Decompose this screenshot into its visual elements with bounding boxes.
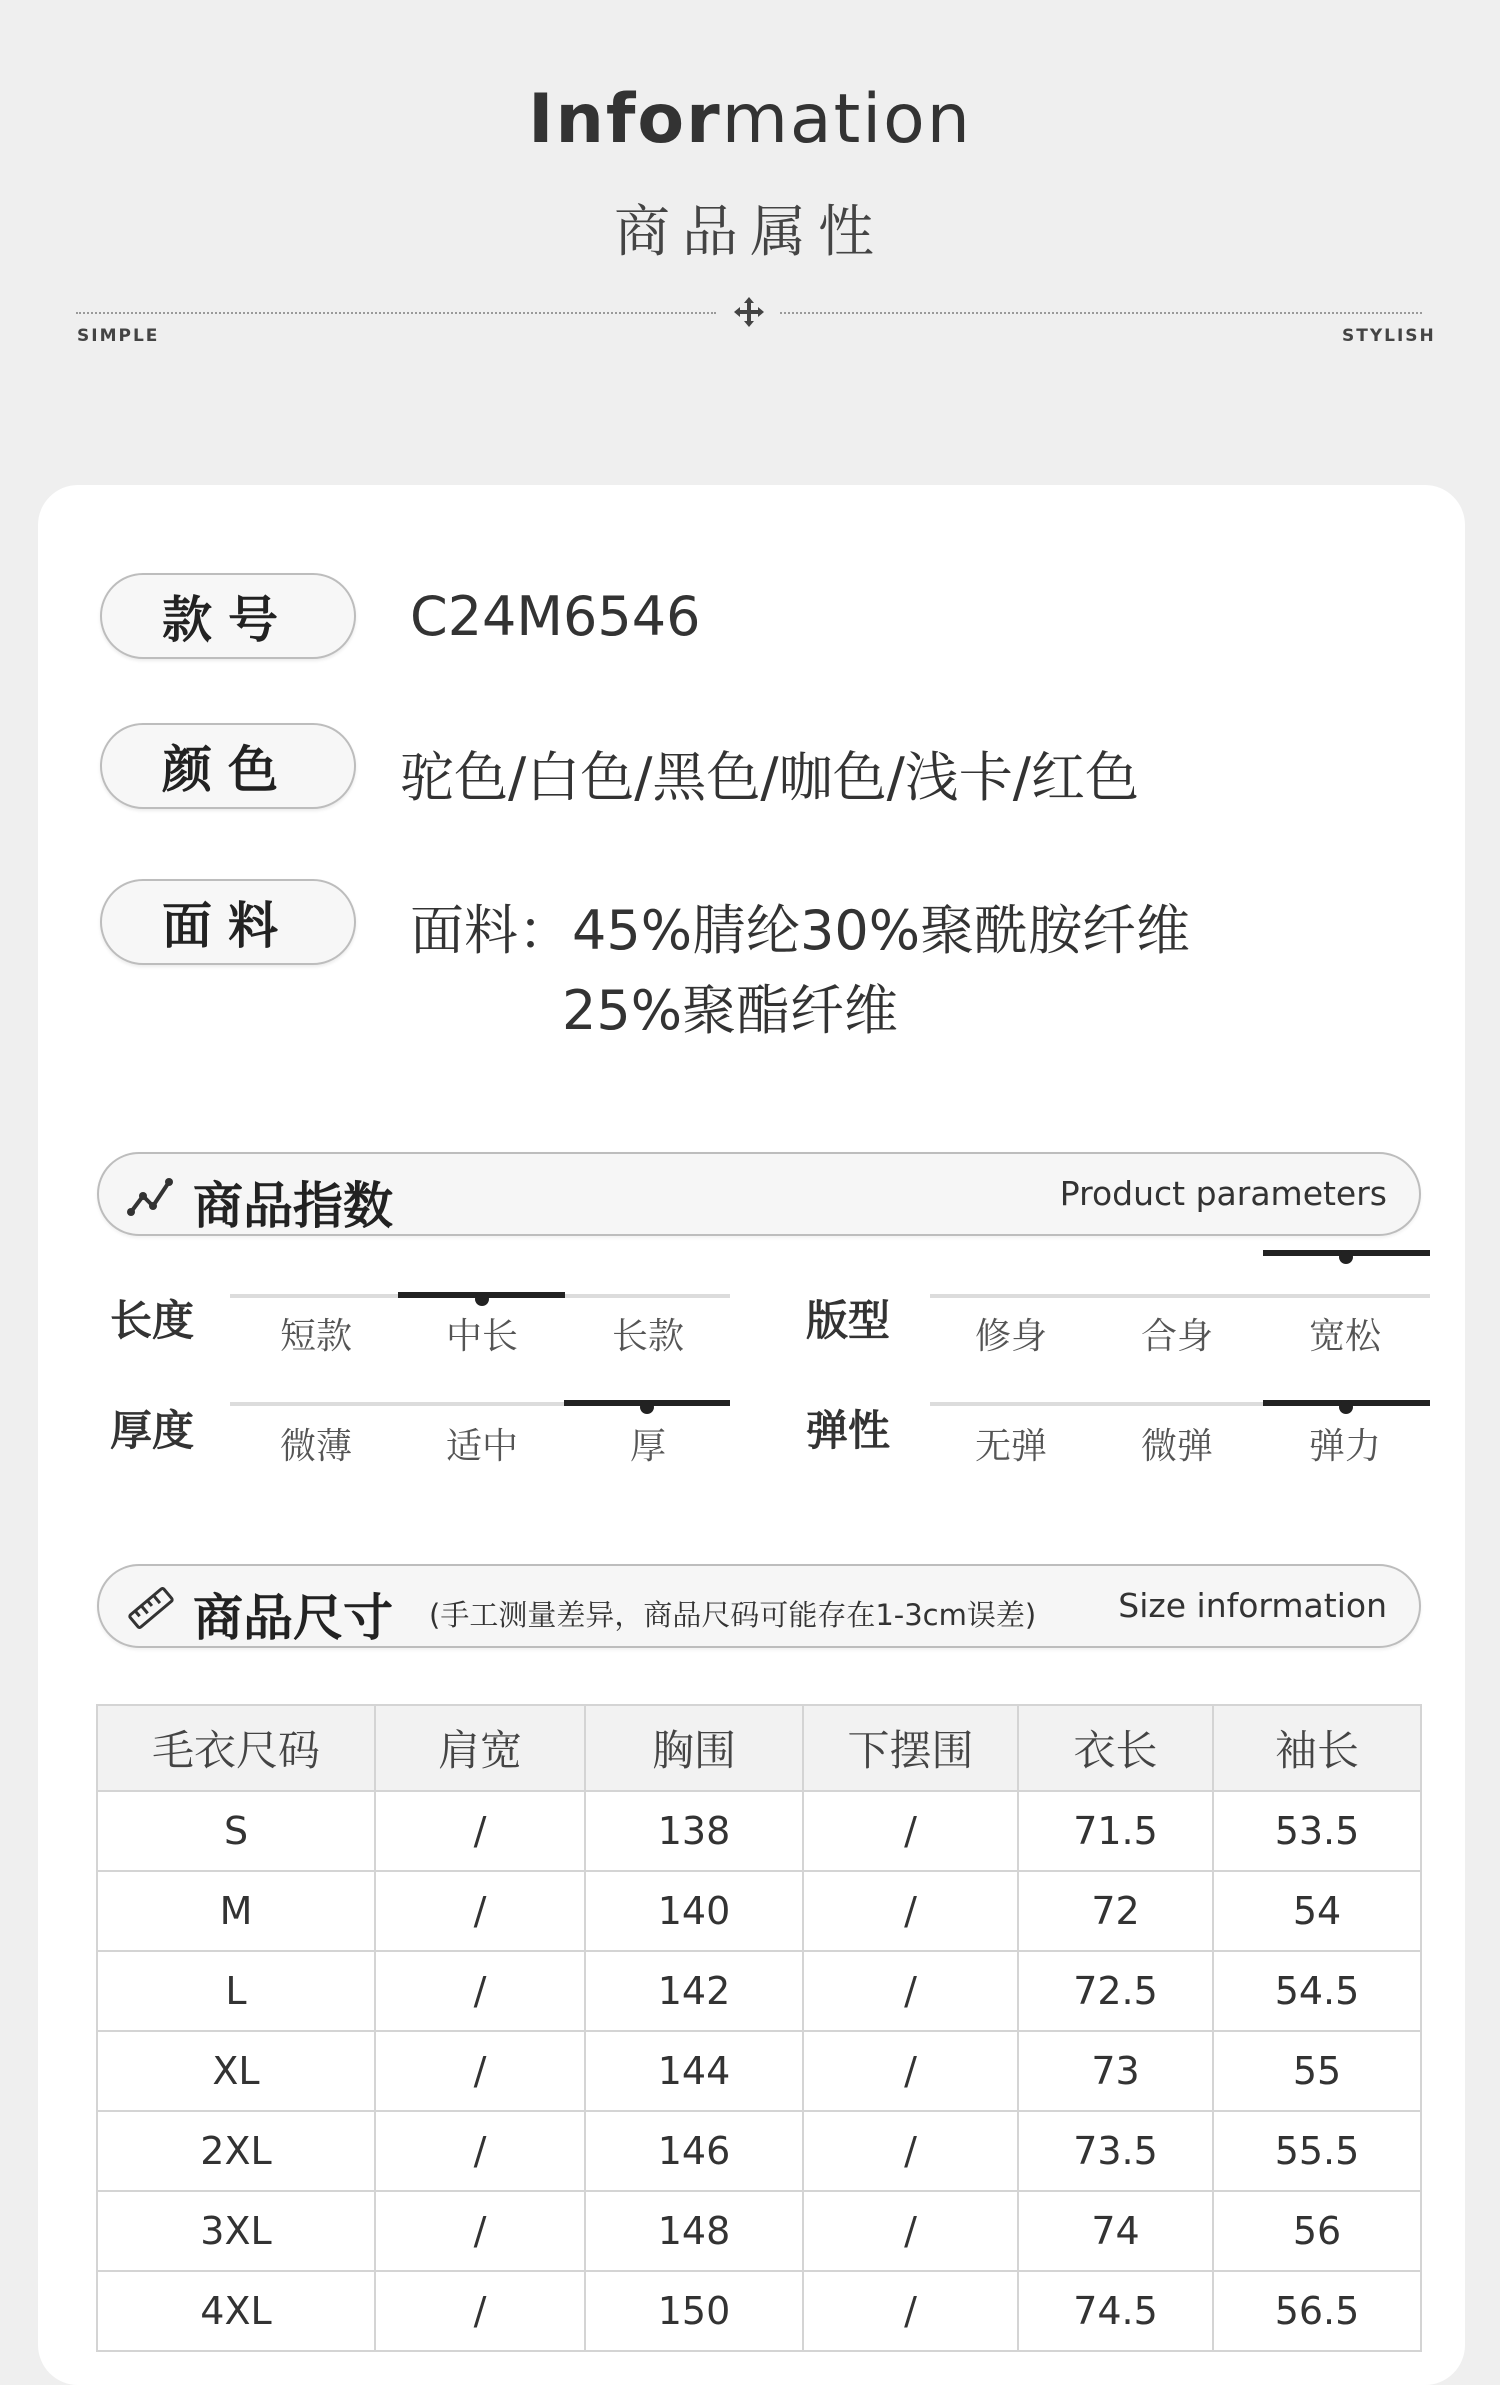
- tag-simple: SIMPLE: [77, 326, 160, 346]
- table-cell: 140: [585, 1871, 803, 1951]
- table-cell: 73: [1018, 2031, 1213, 2111]
- size-table: [96, 1704, 1422, 2352]
- ruler-icon: [127, 1586, 175, 1630]
- table-cell: /: [375, 1791, 585, 1871]
- column-header: 肩宽: [375, 1705, 585, 1791]
- size-section-note: (手工测量差异，商品尺码可能存在1-3cm误差): [429, 1598, 1037, 1632]
- param-length-option: 短款: [279, 1316, 352, 1357]
- attr-style-no-label: 款号: [100, 573, 356, 659]
- column-header: 衣长: [1018, 1705, 1213, 1791]
- attr-color-label: 颜色: [100, 723, 356, 809]
- attr-fabric-label: 面料: [100, 879, 356, 965]
- table-cell: M: [97, 1871, 375, 1951]
- table-cell: /: [375, 1871, 585, 1951]
- column-header: 毛衣尺码: [97, 1705, 375, 1791]
- table-cell: 142: [585, 1951, 803, 2031]
- param-elasticity-marker: [1339, 1400, 1353, 1414]
- divider-left: [76, 312, 716, 314]
- table-cell: /: [375, 2191, 585, 2271]
- table-cell: /: [375, 2111, 585, 2191]
- attr-fabric-value-line1: 面料：45%腈纶30%聚酰胺纤维: [410, 899, 1191, 962]
- table-row: [97, 1791, 1421, 1871]
- table-row: [97, 2031, 1421, 2111]
- table-cell: 74.5: [1018, 2271, 1213, 2351]
- table-cell: /: [803, 1871, 1018, 1951]
- param-elasticity-option: 弹力: [1308, 1426, 1381, 1467]
- table-row: [97, 1871, 1421, 1951]
- param-thickness-option: 适中: [445, 1426, 518, 1467]
- table-cell: 73.5: [1018, 2111, 1213, 2191]
- table-cell: 148: [585, 2191, 803, 2271]
- param-elasticity-option: 无弹: [974, 1426, 1047, 1467]
- param-elasticity-label: 弹性: [806, 1406, 891, 1455]
- table-cell: 144: [585, 2031, 803, 2111]
- table-cell: 54: [1213, 1871, 1421, 1951]
- table-cell: 2XL: [97, 2111, 375, 2191]
- table-cell: /: [803, 2111, 1018, 2191]
- table-cell: 56.5: [1213, 2271, 1421, 2351]
- table-cell: 55.5: [1213, 2111, 1421, 2191]
- table-cell: /: [803, 1791, 1018, 1871]
- divider-right: [780, 312, 1422, 314]
- table-cell: 138: [585, 1791, 803, 1871]
- cross-arrows-icon: [734, 297, 764, 327]
- column-header: 下摆围: [803, 1705, 1018, 1791]
- table-cell: 55: [1213, 2031, 1421, 2111]
- param-length-label: 长度: [110, 1296, 195, 1345]
- attr-fabric-value-line2: 25%聚酯纤维: [562, 979, 899, 1042]
- table-cell: 54.5: [1213, 1951, 1421, 2031]
- column-header: 胸围: [585, 1705, 803, 1791]
- param-length-option: 中长: [445, 1316, 518, 1357]
- tag-stylish: STYLISH: [1342, 326, 1436, 346]
- param-fit-option: 宽松: [1308, 1316, 1381, 1357]
- table-cell: 72: [1018, 1871, 1213, 1951]
- trend-line-icon: [127, 1174, 175, 1218]
- table-row: [97, 2191, 1421, 2271]
- table-cell: 3XL: [97, 2191, 375, 2271]
- table-cell: 56: [1213, 2191, 1421, 2271]
- table-cell: L: [97, 1951, 375, 2031]
- page-title-cn: 商品属性: [614, 200, 886, 265]
- table-cell: 72.5: [1018, 1951, 1213, 2031]
- table-cell: 150: [585, 2271, 803, 2351]
- param-thickness-option: 微薄: [279, 1426, 352, 1467]
- attr-style-no-value: C24M6546: [410, 585, 701, 648]
- size-section-bar: [97, 1564, 1421, 1648]
- table-cell: /: [375, 2031, 585, 2111]
- table-cell: 146: [585, 2111, 803, 2191]
- table-cell: 74: [1018, 2191, 1213, 2271]
- param-thickness-label: 厚度: [110, 1406, 195, 1455]
- table-cell: /: [375, 1951, 585, 2031]
- table-cell: S: [97, 1791, 375, 1871]
- param-fit-label: 版型: [806, 1296, 891, 1345]
- table-cell: XL: [97, 2031, 375, 2111]
- param-fit-marker: [1339, 1250, 1353, 1264]
- size-table-header-row: [97, 1705, 1421, 1791]
- table-cell: /: [375, 2271, 585, 2351]
- param-length-marker: [475, 1292, 489, 1306]
- param-thickness-option: 厚: [629, 1426, 666, 1467]
- table-cell: /: [803, 2031, 1018, 2111]
- params-section-bar: [97, 1152, 1421, 1236]
- table-cell: 71.5: [1018, 1791, 1213, 1871]
- table-row: [97, 2111, 1421, 2191]
- param-fit-track: [930, 1294, 1430, 1298]
- table-cell: /: [803, 2271, 1018, 2351]
- table-row: [97, 2271, 1421, 2351]
- header: [0, 0, 1500, 420]
- table-cell: /: [803, 2191, 1018, 2271]
- param-fit-option: 合身: [1140, 1316, 1213, 1357]
- params-section-en: Product parameters: [1059, 1174, 1387, 1213]
- column-header: 袖长: [1213, 1705, 1421, 1791]
- size-section-title: 商品尺寸: [193, 1589, 393, 1647]
- table-row: [97, 1951, 1421, 2031]
- table-cell: 4XL: [97, 2271, 375, 2351]
- param-elasticity-option: 微弹: [1140, 1426, 1213, 1467]
- size-section-en: Size information: [1118, 1586, 1387, 1625]
- table-cell: /: [803, 1951, 1018, 2031]
- param-fit-option: 修身: [974, 1316, 1047, 1357]
- param-thickness-marker: [640, 1400, 654, 1414]
- param-length-option: 长款: [611, 1316, 684, 1357]
- page-title-en: Information: [528, 80, 972, 159]
- attr-color-value: 驼色/白色/黑色/咖色/浅卡/红色: [400, 746, 1139, 809]
- params-section-title: 商品指数: [193, 1177, 393, 1235]
- table-cell: 53.5: [1213, 1791, 1421, 1871]
